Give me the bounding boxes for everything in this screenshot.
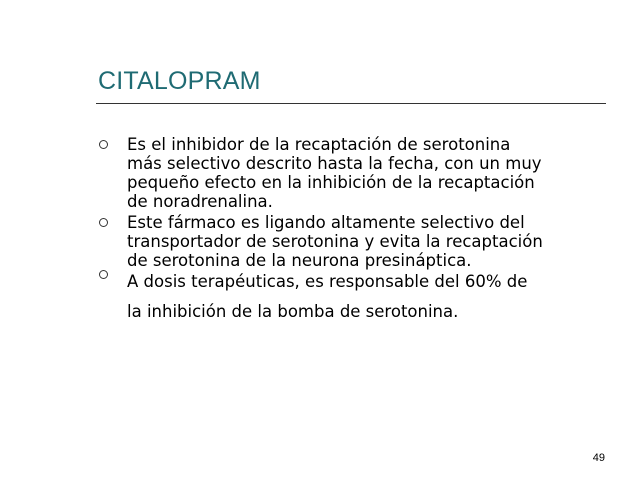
bullet-item — [96, 213, 606, 270]
page-number: 49 — [592, 452, 605, 464]
circle-bullet-icon — [99, 218, 108, 227]
bullet-item — [96, 135, 606, 211]
title-divider — [96, 103, 606, 104]
circle-bullet-icon — [99, 270, 108, 279]
bullet-text: Es el inhibidor de la recaptación de serotonina más selectivo descrito hasta la fecha, con un muy pequeño efecto en la inhibición de la recaptación de noradrenalina. — [127, 135, 542, 211]
bullet-list — [96, 135, 606, 327]
slide-title: CITALOPRAM — [98, 67, 261, 95]
circle-bullet-icon — [99, 140, 108, 149]
bullet-item — [96, 267, 606, 327]
bullet-text: A dosis terapéuticas, es responsable del 60% de la inhibición de la bomba de serotonina. — [127, 272, 528, 321]
bullet-text: Este fármaco es ligando altamente selectivo del transportador de serotonina y evita la recaptación de serotonina de la neurona presináptica. — [127, 213, 543, 270]
